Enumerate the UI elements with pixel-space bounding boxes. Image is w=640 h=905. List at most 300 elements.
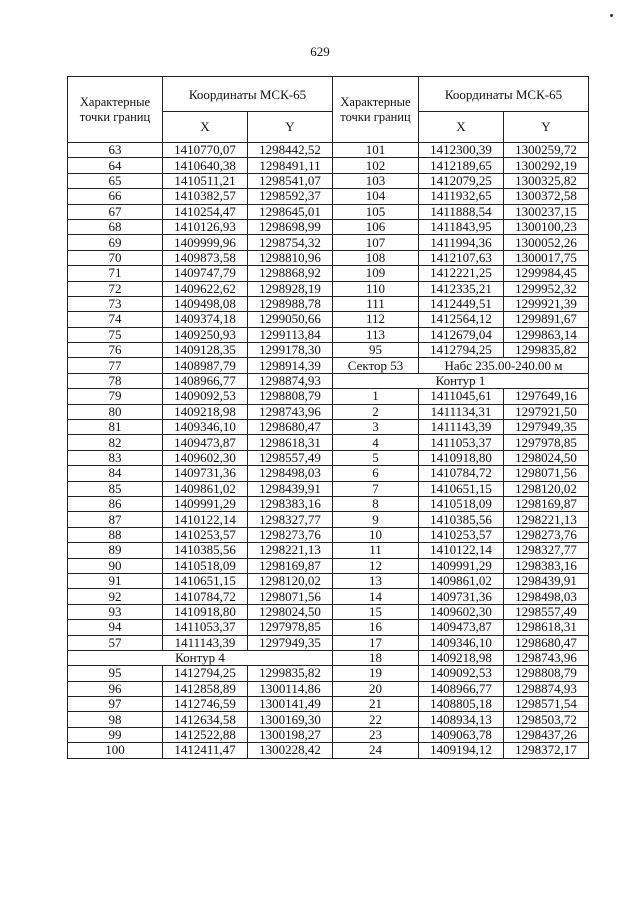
table-row xyxy=(333,543,589,558)
y-coordinate: 1297649,16 xyxy=(504,389,589,404)
point-number: 78 xyxy=(68,373,163,388)
section-label: Контур 4 xyxy=(68,650,333,665)
point-number: 111 xyxy=(333,296,419,311)
point-number: 3 xyxy=(333,420,419,435)
x-coordinate: 1411045,61 xyxy=(419,389,504,404)
table-row xyxy=(333,727,589,742)
scan-dot xyxy=(610,14,613,17)
point-number: 67 xyxy=(68,204,163,219)
y-coordinate: 1298498,03 xyxy=(248,466,333,481)
header-coords: Координаты МСК-65 xyxy=(163,77,333,112)
point-number: 96 xyxy=(68,681,163,696)
coordinates-table-right xyxy=(332,76,589,759)
point-number: 11 xyxy=(333,543,419,558)
x-coordinate: 1410518,09 xyxy=(419,496,504,511)
point-number: 88 xyxy=(68,527,163,542)
section-row xyxy=(68,650,333,665)
y-coordinate: 1298383,16 xyxy=(504,558,589,573)
x-coordinate: 1410253,57 xyxy=(163,527,248,542)
table-row xyxy=(333,312,589,327)
point-number: 21 xyxy=(333,697,419,712)
table-row xyxy=(68,158,333,173)
point-number: 10 xyxy=(333,527,419,542)
point-number: 16 xyxy=(333,620,419,635)
header-points: Характерные точки границ xyxy=(333,77,419,143)
table-row xyxy=(68,573,333,588)
x-coordinate: 1412679,04 xyxy=(419,327,504,342)
point-number: 12 xyxy=(333,558,419,573)
point-number: 109 xyxy=(333,266,419,281)
y-coordinate: 1298618,31 xyxy=(248,435,333,450)
header-y: Y xyxy=(504,112,589,143)
y-coordinate: 1298024,50 xyxy=(504,450,589,465)
table-row xyxy=(333,281,589,296)
x-coordinate: 1409861,02 xyxy=(419,573,504,588)
x-coordinate: 1409063,78 xyxy=(419,727,504,742)
x-coordinate: 1412794,25 xyxy=(163,666,248,681)
y-coordinate: 1299952,32 xyxy=(504,281,589,296)
point-number: 91 xyxy=(68,573,163,588)
x-coordinate: 1412300,39 xyxy=(419,143,504,158)
x-coordinate: 1412189,65 xyxy=(419,158,504,173)
table-row xyxy=(68,697,333,712)
y-coordinate: 1298808,79 xyxy=(504,666,589,681)
y-coordinate: 1298754,32 xyxy=(248,235,333,250)
point-number: 82 xyxy=(68,435,163,450)
table-row xyxy=(68,481,333,496)
x-coordinate: 1410640,38 xyxy=(163,158,248,173)
table-row xyxy=(68,620,333,635)
left-rows xyxy=(68,143,333,759)
table-row xyxy=(68,173,333,188)
point-number: 93 xyxy=(68,604,163,619)
x-coordinate: 1409731,36 xyxy=(163,466,248,481)
table-row xyxy=(333,743,589,758)
point-number: 9 xyxy=(333,512,419,527)
y-coordinate: 1298498,03 xyxy=(504,589,589,604)
x-coordinate: 1409473,87 xyxy=(163,435,248,450)
point-number: 84 xyxy=(68,466,163,481)
x-coordinate: 1409991,29 xyxy=(163,496,248,511)
y-coordinate: 1298743,96 xyxy=(248,404,333,419)
x-coordinate: 1412634,58 xyxy=(163,712,248,727)
point-number: 105 xyxy=(333,204,419,219)
y-coordinate: 1298743,96 xyxy=(504,650,589,665)
table-row xyxy=(68,635,333,650)
x-coordinate: 1412564,12 xyxy=(419,312,504,327)
table-row xyxy=(68,189,333,204)
point-number: 57 xyxy=(68,635,163,650)
table-row xyxy=(333,235,589,250)
point-number: 95 xyxy=(333,343,419,358)
table-row xyxy=(68,420,333,435)
x-coordinate: 1411143,39 xyxy=(163,635,248,650)
point-number: 80 xyxy=(68,404,163,419)
y-coordinate: 1300017,75 xyxy=(504,250,589,265)
x-coordinate: 1410253,57 xyxy=(419,527,504,542)
table-row xyxy=(68,281,333,296)
y-coordinate: 1300292,19 xyxy=(504,158,589,173)
point-number: 1 xyxy=(333,389,419,404)
y-coordinate: 1300052,26 xyxy=(504,235,589,250)
x-coordinate: 1411053,37 xyxy=(163,620,248,635)
table-row xyxy=(68,343,333,358)
x-coordinate: 1409218,98 xyxy=(163,404,248,419)
point-number: 110 xyxy=(333,281,419,296)
x-coordinate: 1410511,21 xyxy=(163,173,248,188)
table-row xyxy=(68,404,333,419)
table-row xyxy=(68,558,333,573)
table-row xyxy=(68,681,333,696)
point-number: 68 xyxy=(68,219,163,234)
table-row xyxy=(333,620,589,635)
x-coordinate: 1410254,47 xyxy=(163,204,248,219)
point-number: 7 xyxy=(333,481,419,496)
x-coordinate: 1408805,18 xyxy=(419,697,504,712)
header-coords: Координаты МСК-65 xyxy=(419,77,589,112)
y-coordinate: 1300228,42 xyxy=(248,743,333,758)
x-coordinate: 1409498,08 xyxy=(163,296,248,311)
y-coordinate: 1298071,56 xyxy=(504,466,589,481)
table-row xyxy=(333,712,589,727)
x-coordinate: 1411143,39 xyxy=(419,420,504,435)
point-number: 8 xyxy=(333,496,419,511)
x-coordinate: 1409602,30 xyxy=(419,604,504,619)
point-number: 71 xyxy=(68,266,163,281)
y-coordinate: 1298491,11 xyxy=(248,158,333,173)
point-number: 85 xyxy=(68,481,163,496)
x-coordinate: 1409250,93 xyxy=(163,327,248,342)
x-coordinate: 1410385,56 xyxy=(419,512,504,527)
x-coordinate: 1409128,35 xyxy=(163,343,248,358)
x-coordinate: 1412449,51 xyxy=(419,296,504,311)
y-coordinate: 1298169,87 xyxy=(248,558,333,573)
y-coordinate: 1298680,47 xyxy=(248,420,333,435)
table-row xyxy=(68,527,333,542)
table-row xyxy=(333,573,589,588)
x-coordinate: 1410122,14 xyxy=(419,543,504,558)
x-coordinate: 1410385,56 xyxy=(163,543,248,558)
table-row xyxy=(333,681,589,696)
y-coordinate: 1298221,13 xyxy=(248,543,333,558)
point-number: 106 xyxy=(333,219,419,234)
point-number: 101 xyxy=(333,143,419,158)
sector-label: Сектор 53 xyxy=(333,358,419,373)
x-coordinate: 1412079,25 xyxy=(419,173,504,188)
point-number: 103 xyxy=(333,173,419,188)
table-row xyxy=(333,327,589,342)
x-coordinate: 1408966,77 xyxy=(163,373,248,388)
table-row xyxy=(333,189,589,204)
point-number: 94 xyxy=(68,620,163,635)
y-coordinate: 1299835,82 xyxy=(504,343,589,358)
table-row xyxy=(68,604,333,619)
x-coordinate: 1409092,53 xyxy=(163,389,248,404)
table-row xyxy=(333,219,589,234)
y-coordinate: 1298372,17 xyxy=(504,743,589,758)
table-row xyxy=(68,450,333,465)
y-coordinate: 1300372,58 xyxy=(504,189,589,204)
y-coordinate: 1298874,93 xyxy=(504,681,589,696)
y-coordinate: 1298618,31 xyxy=(504,620,589,635)
y-coordinate: 1299835,82 xyxy=(248,666,333,681)
x-coordinate: 1408934,13 xyxy=(419,712,504,727)
table-row xyxy=(68,327,333,342)
table-row xyxy=(333,650,589,665)
x-coordinate: 1411994,36 xyxy=(419,235,504,250)
point-number: 95 xyxy=(68,666,163,681)
y-coordinate: 1300237,15 xyxy=(504,204,589,219)
x-coordinate: 1412522,88 xyxy=(163,727,248,742)
point-number: 83 xyxy=(68,450,163,465)
table-row xyxy=(333,389,589,404)
y-coordinate: 1298592,37 xyxy=(248,189,333,204)
point-number: 99 xyxy=(68,727,163,742)
section-label: Контур 1 xyxy=(333,373,589,388)
table-row xyxy=(68,712,333,727)
x-coordinate: 1411134,31 xyxy=(419,404,504,419)
x-coordinate: 1412221,25 xyxy=(419,266,504,281)
x-coordinate: 1412335,21 xyxy=(419,281,504,296)
table-row xyxy=(333,435,589,450)
y-coordinate: 1300259,72 xyxy=(504,143,589,158)
point-number: 97 xyxy=(68,697,163,712)
y-coordinate: 1298571,54 xyxy=(504,697,589,712)
y-coordinate: 1300325,82 xyxy=(504,173,589,188)
point-number: 15 xyxy=(333,604,419,619)
point-number: 65 xyxy=(68,173,163,188)
y-coordinate: 1298439,91 xyxy=(504,573,589,588)
x-coordinate: 1409991,29 xyxy=(419,558,504,573)
table-row xyxy=(333,250,589,265)
section-row xyxy=(333,373,589,388)
x-coordinate: 1409374,18 xyxy=(163,312,248,327)
point-number: 64 xyxy=(68,158,163,173)
y-coordinate: 1297921,50 xyxy=(504,404,589,419)
table-row xyxy=(333,512,589,527)
x-coordinate: 1410126,93 xyxy=(163,219,248,234)
table-row xyxy=(333,604,589,619)
table-row xyxy=(68,512,333,527)
x-coordinate: 1409602,30 xyxy=(163,450,248,465)
y-coordinate: 1298557,49 xyxy=(248,450,333,465)
x-coordinate: 1410918,80 xyxy=(163,604,248,619)
y-coordinate: 1299178,30 xyxy=(248,343,333,358)
table-row xyxy=(68,727,333,742)
y-coordinate: 1300141,49 xyxy=(248,697,333,712)
table-row xyxy=(68,204,333,219)
x-coordinate: 1408987,79 xyxy=(163,358,248,373)
right-rows xyxy=(333,143,589,759)
table-row xyxy=(68,235,333,250)
x-coordinate: 1411843,95 xyxy=(419,219,504,234)
x-coordinate: 1409473,87 xyxy=(419,620,504,635)
point-number: 90 xyxy=(68,558,163,573)
table-row xyxy=(68,296,333,311)
y-coordinate: 1298120,02 xyxy=(504,481,589,496)
y-coordinate: 1298273,76 xyxy=(504,527,589,542)
coordinates-table-left xyxy=(67,76,333,759)
point-number: 76 xyxy=(68,343,163,358)
y-coordinate: 1300114,86 xyxy=(248,681,333,696)
sector-row xyxy=(333,358,589,373)
point-number: 75 xyxy=(68,327,163,342)
y-coordinate: 1298808,79 xyxy=(248,389,333,404)
table-row xyxy=(68,250,333,265)
x-coordinate: 1412746,59 xyxy=(163,697,248,712)
table-row xyxy=(333,204,589,219)
point-number: 4 xyxy=(333,435,419,450)
y-coordinate: 1298680,47 xyxy=(504,635,589,650)
table-row xyxy=(68,312,333,327)
table-row xyxy=(333,173,589,188)
header-y: Y xyxy=(248,112,333,143)
y-coordinate: 1298914,39 xyxy=(248,358,333,373)
point-number: 77 xyxy=(68,358,163,373)
y-coordinate: 1299050,66 xyxy=(248,312,333,327)
x-coordinate: 1412858,89 xyxy=(163,681,248,696)
table-row xyxy=(333,296,589,311)
point-number: 18 xyxy=(333,650,419,665)
point-number: 22 xyxy=(333,712,419,727)
y-coordinate: 1298437,26 xyxy=(504,727,589,742)
x-coordinate: 1410918,80 xyxy=(419,450,504,465)
point-number: 98 xyxy=(68,712,163,727)
table-row xyxy=(68,496,333,511)
x-coordinate: 1411053,37 xyxy=(419,435,504,450)
table-row xyxy=(333,450,589,465)
point-number: 108 xyxy=(333,250,419,265)
y-coordinate: 1298327,77 xyxy=(504,543,589,558)
table-row xyxy=(333,404,589,419)
y-coordinate: 1298024,50 xyxy=(248,604,333,619)
table-row xyxy=(333,496,589,511)
y-coordinate: 1298645,01 xyxy=(248,204,333,219)
y-coordinate: 1298868,92 xyxy=(248,266,333,281)
y-coordinate: 1298810,96 xyxy=(248,250,333,265)
y-coordinate: 1300100,23 xyxy=(504,219,589,234)
x-coordinate: 1410651,15 xyxy=(419,481,504,496)
x-coordinate: 1410784,72 xyxy=(419,466,504,481)
sector-info: Набс 235.00-240.00 м xyxy=(419,358,589,373)
point-number: 70 xyxy=(68,250,163,265)
x-coordinate: 1410770,07 xyxy=(163,143,248,158)
x-coordinate: 1409731,36 xyxy=(419,589,504,604)
x-coordinate: 1410382,57 xyxy=(163,189,248,204)
table-row xyxy=(68,666,333,681)
point-number: 79 xyxy=(68,389,163,404)
point-number: 87 xyxy=(68,512,163,527)
x-coordinate: 1410651,15 xyxy=(163,573,248,588)
table-row xyxy=(68,266,333,281)
table-row xyxy=(68,389,333,404)
y-coordinate: 1299984,45 xyxy=(504,266,589,281)
point-number: 86 xyxy=(68,496,163,511)
y-coordinate: 1298071,56 xyxy=(248,589,333,604)
point-number: 72 xyxy=(68,281,163,296)
y-coordinate: 1298439,91 xyxy=(248,481,333,496)
point-number: 92 xyxy=(68,589,163,604)
point-number: 107 xyxy=(333,235,419,250)
y-coordinate: 1300198,27 xyxy=(248,727,333,742)
y-coordinate: 1299891,67 xyxy=(504,312,589,327)
x-coordinate: 1408966,77 xyxy=(419,681,504,696)
table-row xyxy=(68,466,333,481)
table-row xyxy=(333,420,589,435)
table-row xyxy=(68,435,333,450)
table-row xyxy=(333,343,589,358)
x-coordinate: 1412411,47 xyxy=(163,743,248,758)
table-row xyxy=(333,697,589,712)
y-coordinate: 1298928,19 xyxy=(248,281,333,296)
point-number: 100 xyxy=(68,743,163,758)
point-number: 73 xyxy=(68,296,163,311)
x-coordinate: 1409346,10 xyxy=(419,635,504,650)
x-coordinate: 1409861,02 xyxy=(163,481,248,496)
y-coordinate: 1298169,87 xyxy=(504,496,589,511)
y-coordinate: 1297978,85 xyxy=(248,620,333,635)
x-coordinate: 1409092,53 xyxy=(419,666,504,681)
point-number: 20 xyxy=(333,681,419,696)
point-number: 112 xyxy=(333,312,419,327)
x-coordinate: 1409218,98 xyxy=(419,650,504,665)
y-coordinate: 1298503,72 xyxy=(504,712,589,727)
x-coordinate: 1409622,62 xyxy=(163,281,248,296)
y-coordinate: 1298557,49 xyxy=(504,604,589,619)
table-row xyxy=(68,373,333,388)
x-coordinate: 1409346,10 xyxy=(163,420,248,435)
point-number: 23 xyxy=(333,727,419,742)
point-number: 14 xyxy=(333,589,419,604)
point-number: 89 xyxy=(68,543,163,558)
y-coordinate: 1299921,39 xyxy=(504,296,589,311)
y-coordinate: 1298698,99 xyxy=(248,219,333,234)
y-coordinate: 1300169,30 xyxy=(248,712,333,727)
table-row xyxy=(333,143,589,158)
y-coordinate: 1298541,07 xyxy=(248,173,333,188)
header-x: X xyxy=(163,112,248,143)
x-coordinate: 1411932,65 xyxy=(419,189,504,204)
table-row xyxy=(68,358,333,373)
table-row xyxy=(68,743,333,758)
table-row xyxy=(68,143,333,158)
table-row xyxy=(333,481,589,496)
x-coordinate: 1409873,58 xyxy=(163,250,248,265)
x-coordinate: 1409747,79 xyxy=(163,266,248,281)
x-coordinate: 1410518,09 xyxy=(163,558,248,573)
table-row xyxy=(333,527,589,542)
y-coordinate: 1299113,84 xyxy=(248,327,333,342)
y-coordinate: 1297949,35 xyxy=(248,635,333,650)
table-row xyxy=(68,543,333,558)
table-row xyxy=(68,589,333,604)
point-number: 104 xyxy=(333,189,419,204)
x-coordinate: 1411888,54 xyxy=(419,204,504,219)
table-row xyxy=(333,635,589,650)
table-row xyxy=(333,266,589,281)
point-number: 24 xyxy=(333,743,419,758)
y-coordinate: 1298988,78 xyxy=(248,296,333,311)
point-number: 81 xyxy=(68,420,163,435)
y-coordinate: 1299863,14 xyxy=(504,327,589,342)
point-number: 102 xyxy=(333,158,419,173)
y-coordinate: 1298383,16 xyxy=(248,496,333,511)
y-coordinate: 1298120,02 xyxy=(248,573,333,588)
x-coordinate: 1412107,63 xyxy=(419,250,504,265)
header-x: X xyxy=(419,112,504,143)
y-coordinate: 1298327,77 xyxy=(248,512,333,527)
point-number: 113 xyxy=(333,327,419,342)
